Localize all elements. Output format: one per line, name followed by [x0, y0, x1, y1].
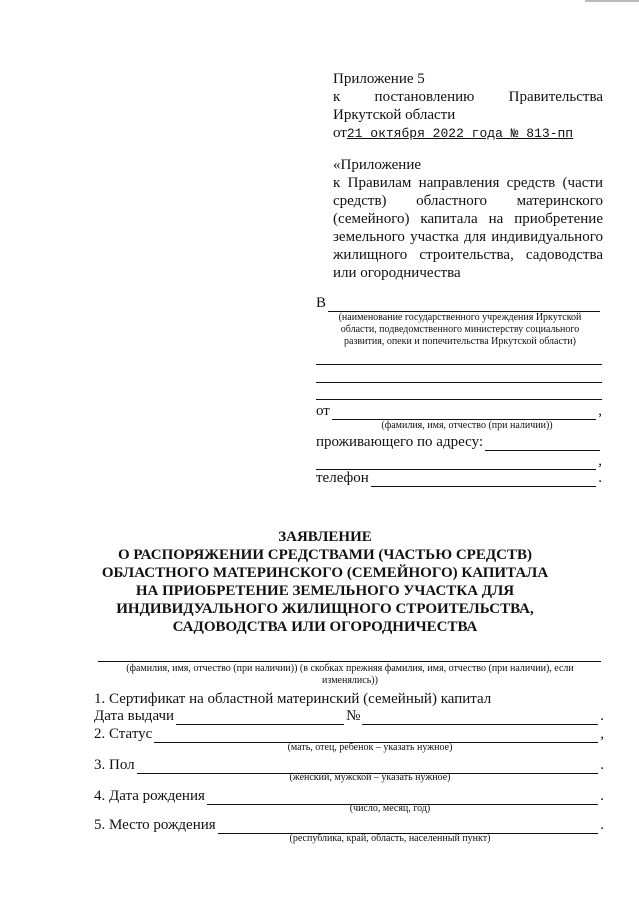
- appendix-block: [333, 70, 603, 143]
- quote-block: [333, 156, 603, 282]
- to-label: В: [316, 295, 327, 311]
- issue-date-field[interactable]: [176, 710, 344, 725]
- item3-row: 3. Пол .: [94, 757, 604, 773]
- title-line: САДОВОДСТВА ИЛИ ОГОРОДНИЧЕСТВА: [172, 619, 478, 635]
- to-extra-line-2[interactable]: [316, 382, 602, 383]
- appendix-resolution: к постановлению Правительства: [333, 89, 603, 105]
- number-label: №: [346, 708, 361, 724]
- top-edge-line: [585, 0, 639, 2]
- item2-label: 2. Статус: [94, 726, 153, 742]
- issue-date-label: Дата выдачи: [94, 708, 175, 724]
- address-label: проживающего по адресу:: [316, 434, 484, 450]
- document-title: [90, 528, 560, 636]
- to-extra-line-3[interactable]: [316, 399, 602, 400]
- title-line: ИНДИВИДУАЛЬНОГО ЖИЛИЩНОГО СТРОИТЕЛЬСТВА,: [116, 601, 534, 617]
- title-line: О РАСПОРЯЖЕНИИ СРЕДСТВАМИ (ЧАСТЬЮ СРЕДСТВ): [117, 547, 533, 563]
- status-field[interactable]: [154, 728, 598, 743]
- item5-label: 5. Место рождения: [94, 817, 216, 833]
- appendix-date-line: [333, 124, 603, 143]
- item5-row: 5. Место рождения .: [94, 817, 604, 833]
- phone-field[interactable]: [371, 472, 596, 487]
- title-line: ОБЛАСТНОГО МАТЕРИНСКОГО (СЕМЕЙНОГО) КАПИТАЛА: [101, 565, 549, 581]
- item1-label: 1. Сертификат на областной материнский (семейный) капитал: [94, 691, 492, 707]
- applicant-name-caption: (фамилия, имя, отчество (при наличии)) (в скобках прежняя фамилия, имя, отчество (при наличии), если изменялись)): [126, 663, 574, 686]
- item4-row: 4. Дата рождения .: [94, 788, 604, 804]
- item4-label: 4. Дата рождения: [94, 788, 205, 804]
- item3-label: 3. Пол: [94, 757, 135, 773]
- to-row: [316, 294, 602, 312]
- phone-label: телефон: [316, 470, 369, 486]
- from-label: от: [316, 403, 330, 419]
- issue-row: Дата выдачи № .: [94, 708, 604, 724]
- item5-caption: (республика, край, область, населенный пункт): [289, 833, 491, 844]
- item4-caption: (число, месяц, год): [349, 803, 431, 814]
- appendix-number: Приложение 5: [333, 71, 425, 87]
- from-row: от ,: [316, 403, 602, 419]
- title-line: НА ПРИОБРЕТЕНИЕ ЗЕМЕЛЬНОГО УЧАСТКА ДЛЯ: [135, 583, 515, 599]
- address-field-2[interactable]: [316, 455, 596, 470]
- item2-row: 2. Статус ,: [94, 726, 604, 742]
- phone-row: телефон .: [316, 470, 602, 486]
- certificate-number-field[interactable]: [362, 710, 598, 725]
- from-caption: (фамилия, имя, отчество (при наличии)): [381, 420, 553, 431]
- address-row: [316, 433, 602, 451]
- address-field[interactable]: [485, 436, 600, 451]
- item2-caption: (мать, отец, ребенок – указать нужное): [287, 742, 453, 753]
- appendix-region: Иркутской области: [333, 107, 456, 123]
- to-caption: (наименование государственного учреждения Иркутской области, подведомственного министерству социального развития, опеки и попечительства Иркутской области): [338, 312, 582, 347]
- applicant-name-field[interactable]: [98, 661, 601, 662]
- birth-place-field[interactable]: [218, 819, 599, 834]
- quote-body: к Правилам направления средств (части средств) областного материнского (семейного) капитала на приобретение земельного участка для индивидуального жилищного строительства, садоводства или огородничества: [333, 175, 603, 281]
- to-field[interactable]: [328, 297, 600, 312]
- address-row-2: ,: [316, 452, 602, 470]
- appendix-date-prefix: от: [333, 125, 347, 141]
- item3-caption: (женский, мужской – указать нужное): [289, 772, 451, 783]
- quote-heading: «Приложение: [333, 157, 422, 173]
- from-field[interactable]: [332, 405, 596, 420]
- title-line: ЗАЯВЛЕНИЕ: [278, 529, 372, 545]
- to-extra-line-1[interactable]: [316, 364, 602, 365]
- appendix-date-value: 21 октября 2022 года № 813-пп: [346, 126, 574, 141]
